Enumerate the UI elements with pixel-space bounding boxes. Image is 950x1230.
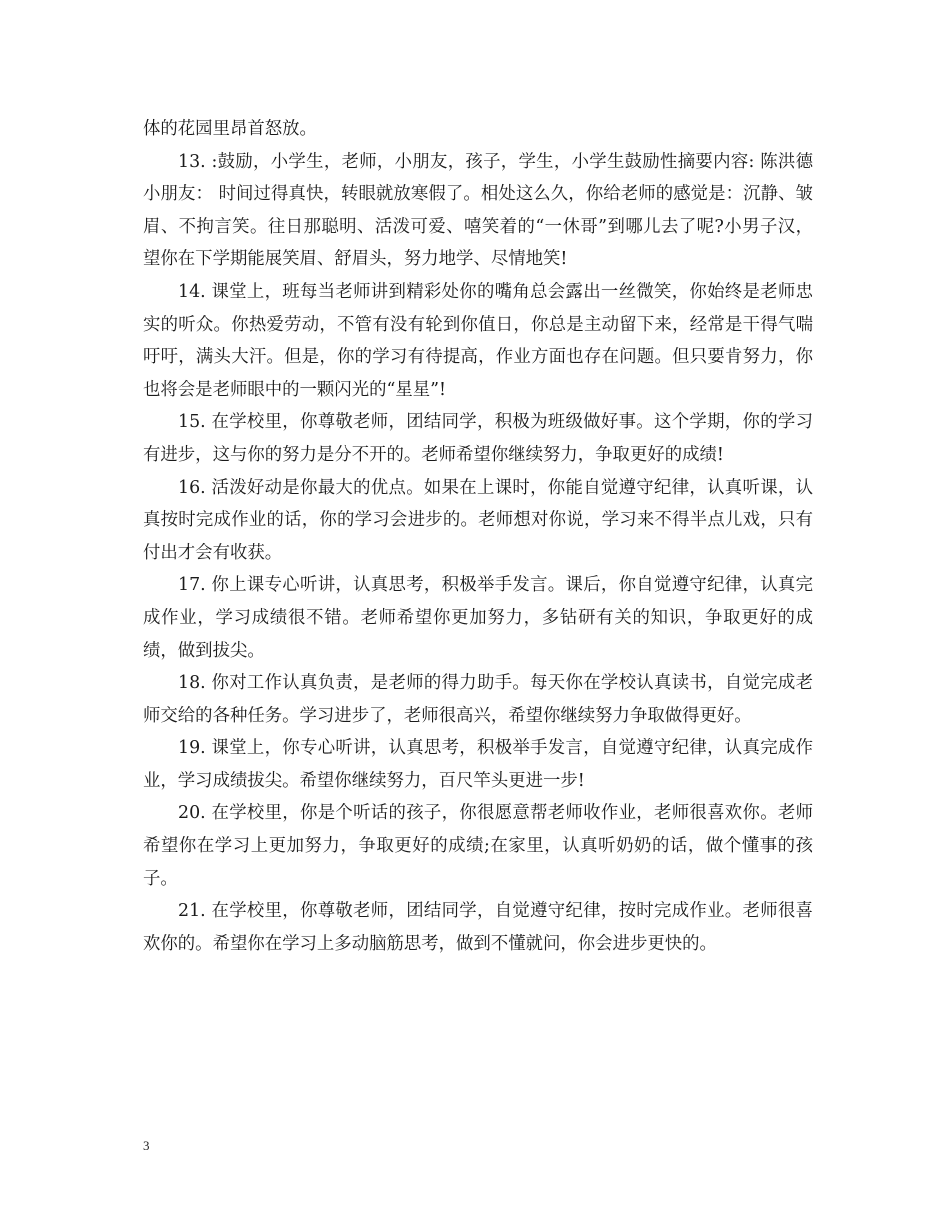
paragraph-16: 16. 活泼好动是你最大的优点。如果在上课时，你能自觉遵守纪律，认真听课，认真按时完成作业的话，你的学习会进步的。老师想对你说，学习来不得半点儿戏，只有付出才会有收获。 xyxy=(143,477,813,563)
paragraph-15: 15. 在学校里，你尊敬老师，团结同学，积极为班级做好事。这个学期，你的学习有进步，这与你的努力是分不开的。老师希望你继续努力，争取更好的成绩! xyxy=(143,412,813,465)
paragraph-14: 14. 课堂上，班每当老师讲到精彩处你的嘴角总会露出一丝微笑，你始终是老师忠实的听众。你热爱劳动，不管有没有轮到你值日，你总是主动留下来，经常是干得气喘吁吁，满头大汗。但是，你的学习有待提高，作业方面也存在问题。但只要肯努力，你也将会是老师眼中的一颗闪光的“星星”! xyxy=(143,281,813,400)
paragraph-continuation: 体的花园里昂首怒放。 xyxy=(143,119,317,139)
paragraph-13: 13. :鼓励，小学生，老师，小朋友，孩子，学生，小学生鼓励性摘要内容: 陈洪德小朋友： 时间过得真快，转眼就放寒假了。相处这么久，你给老师的感觉是：沉静、皱眉、不拘言笑。往日那聪明、活泼可爱、嘻笑着的“一休哥”到哪儿去了呢?小男子汉，望你在下学期能展笑眉、舒眉头，努力地学、尽情地笑! xyxy=(143,151,813,270)
paragraph-18: 18. 你对工作认真负责，是老师的得力助手。每天你在学校认真读书，自觉完成老师交给的各种任务。学习进步了，老师很高兴，希望你继续努力争取做得更好。 xyxy=(143,673,813,726)
paragraph-17: 17. 你上课专心听讲，认真思考，积极举手发言。课后，你自觉遵守纪律，认真完成作业，学习成绩很不错。老师希望你更加努力，多钻研有关的知识，争取更好的成绩，做到拔尖。 xyxy=(143,575,813,661)
paragraph-21: 21. 在学校里，你尊敬老师，团结同学，自觉遵守纪律，按时完成作业。老师很喜欢你的。希望你在学习上多动脑筋思考，做到不懂就问，你会进步更快的。 xyxy=(143,901,813,954)
page-number: 3 xyxy=(143,1138,150,1153)
body-text xyxy=(143,113,813,960)
paragraph-20: 20. 在学校里，你是个听话的孩子，你很愿意帮老师收作业，老师很喜欢你。老师希望你在学习上更加努力，争取更好的成绩;在家里，认真听奶奶的话，做个懂事的孩子。 xyxy=(143,803,813,889)
paragraph-19: 19. 课堂上，你专心听讲，认真思考，积极举手发言，自觉遵守纪律，认真完成作业，学习成绩拔尖。希望你继续努力，百尺竿头更进一步! xyxy=(143,738,813,791)
